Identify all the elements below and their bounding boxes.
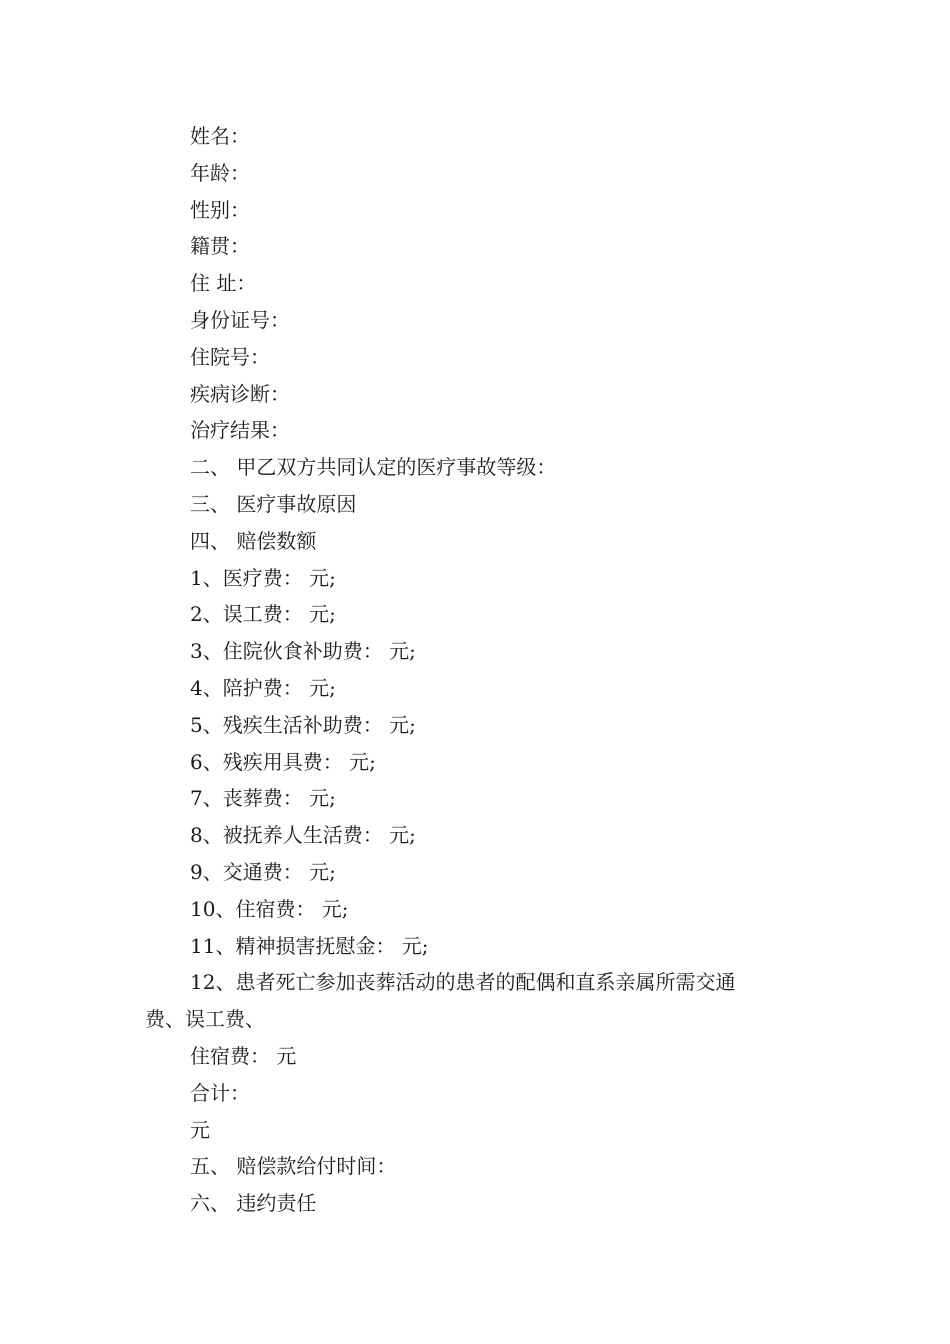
item-funeral-fee: 7、丧葬费： 元; xyxy=(190,786,336,811)
item-transport-fee: 9、交通费： 元; xyxy=(190,859,336,884)
section-payment-time: 五、 赔偿款给付时间： xyxy=(190,1154,397,1179)
field-id-number: 身份证号： xyxy=(190,307,290,332)
item-dependent-living-fee: 8、被抚养人生活费： 元; xyxy=(190,823,416,848)
field-diagnosis: 疾病诊断： xyxy=(190,381,290,406)
total-unit: 元 xyxy=(190,1117,210,1142)
item-accommodation-fee: 10、住宿费： 元; xyxy=(190,896,349,921)
section-accident-cause: 三、 医疗事故原因 xyxy=(190,491,357,516)
item-hospital-meal-subsidy: 3、住院伙食补助费： 元; xyxy=(190,639,416,664)
field-hospital-number: 住院号： xyxy=(190,344,270,369)
field-age: 年龄： xyxy=(190,160,250,185)
field-name: 姓名： xyxy=(190,124,250,148)
document-body xyxy=(145,118,825,1222)
section-breach-liability: 六、 违约责任 xyxy=(190,1191,317,1216)
item-nursing-fee: 4、陪护费： 元; xyxy=(190,675,336,700)
field-gender: 性别： xyxy=(190,197,250,222)
item-funeral-attendance-accommodation: 住宿费： 元 xyxy=(190,1043,297,1068)
item-medical-fee: 1、医疗费： 元; xyxy=(190,565,336,590)
item-lost-wages: 2、误工费： 元; xyxy=(190,602,336,627)
field-address: 住 址： xyxy=(190,271,257,296)
item-disability-living-subsidy: 5、残疾生活补助费： 元; xyxy=(190,712,416,737)
total-label: 合计： xyxy=(190,1080,250,1105)
field-native-place: 籍贯： xyxy=(190,234,250,259)
item-funeral-attendance-line1: 12、患者死亡参加丧葬活动的患者的配偶和直系亲属所需交通 xyxy=(190,970,736,995)
section-compensation-amount: 四、 赔偿数额 xyxy=(190,528,317,553)
item-funeral-attendance-line2: 费、误工费、 xyxy=(145,1007,265,1032)
field-treatment-result: 治疗结果： xyxy=(190,418,290,443)
item-mental-damage-compensation: 11、精神损害抚慰金： 元; xyxy=(190,933,429,958)
item-disability-equipment-fee: 6、残疾用具费： 元; xyxy=(190,749,376,774)
section-accident-level: 二、 甲乙双方共同认定的医疗事故等级： xyxy=(190,455,557,480)
